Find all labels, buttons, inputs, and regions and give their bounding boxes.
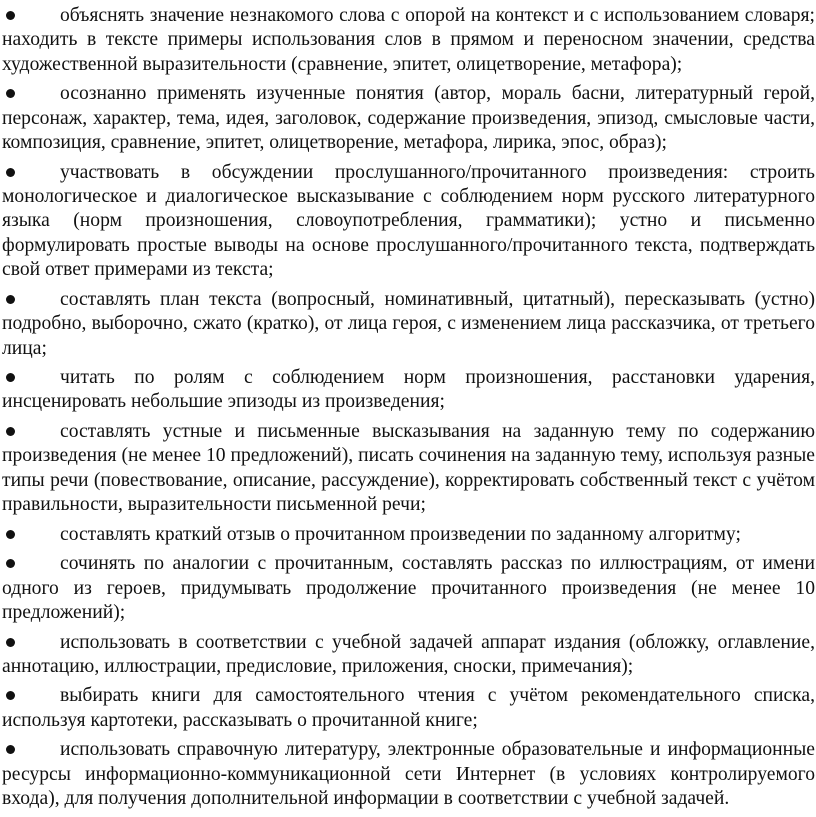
item-text: составлять устные и письменные высказывания на заданную тему по содержанию произведения (не менее 10 предложений), писать сочинения на заданную тему, используя разные типы речи (повествование, описание, рассуждение), корректировать собственный текст с учётом правильности, выразительности письменной речи;: [2, 420, 815, 516]
bullet-icon: [6, 295, 15, 304]
item-text: объяснять значение незнакомого слова с опорой на контекст и с использованием словаря; находить в тексте примеры использования слов в прямом и переносном значении, средства художественной выразительности (сравнение, эпитет, олицетворение, метафора);: [2, 5, 815, 75]
bullet-item: [0, 161, 816, 283]
bullet-icon: [6, 427, 15, 436]
bullet-item: [0, 523, 816, 547]
item-text: читать по ролям с соблюдением норм произношения, расстановки ударения, инсценировать небольшие эпизоды из произведения;: [2, 367, 815, 413]
bullet-icon: [6, 373, 15, 382]
bullet-item: [0, 4, 816, 77]
item-text: использовать справочную литературу, электронные образовательные и информационные ресурсы информационно-коммуникационной сети Интернет (в условиях контролируемого входа), для получения дополнительной информации в соответствии с учебной задачей.: [2, 739, 815, 810]
bullet-icon: [6, 638, 15, 647]
bullet-icon: [6, 530, 15, 539]
bullet-item: [0, 552, 816, 625]
item-text: использовать в соответствии с учебной задачей аппарат издания (обложку, оглавление, аннотацию, иллюстрации, предисловие, приложения, сноски, примечания);: [2, 631, 815, 677]
bullet-icon: [6, 745, 15, 754]
bullet-item: [0, 631, 816, 680]
item-text: осознанно применять изученные понятия (автор, мораль басни, литературный герой, персонаж, характер, тема, идея, заголовок, содержание произведения, эпизод, смысловые части, композиция, сравнение, эпитет, олицетворение, метафора, лирика, эпос, образ);: [2, 83, 815, 154]
bullet-item: [0, 420, 816, 518]
bullet-item: [0, 738, 816, 811]
item-text: выбирать книги для самостоятельного чтения с учётом рекомендательного списка, используя картотеки, рассказывать о прочитанной книге;: [2, 685, 815, 731]
item-text: участвовать в обсуждении прослушанного/прочитанного произведения: строить монологическое и диалогическое высказывание с соблюдением норм русского литературного языка (норм произношения, словоупотребления, грамматики); устно и письменно формулировать простые выводы на основе прослушанного/прочитанного текста, подтверждать свой ответ примерами из текста;: [2, 161, 815, 281]
bullet-icon: [6, 691, 15, 700]
bullet-item: [0, 82, 816, 155]
item-text: составлять план текста (вопросный, номинативный, цитатный), пересказывать (устно) подробно, выборочно, сжато (кратко), от лица героя, с изменением лица рассказчика, от третьего лица;: [2, 288, 815, 359]
bullet-icon: [6, 168, 15, 177]
bullet-item: [0, 366, 816, 415]
item-text: сочинять по аналогии с прочитанным, составлять рассказ по иллюстрациям, от имени одного из героев, придумывать продолжение прочитанного произведения (не менее 10 предложений);: [2, 553, 815, 623]
bullet-item: [0, 684, 816, 733]
bullet-icon: [6, 89, 15, 98]
item-text: составлять краткий отзыв о прочитанном произведении по заданному алгоритму;: [60, 523, 741, 545]
bullet-icon: [6, 559, 15, 568]
bullet-icon: [6, 11, 15, 20]
bullet-item: [0, 288, 816, 361]
document-page: [0, 4, 816, 817]
